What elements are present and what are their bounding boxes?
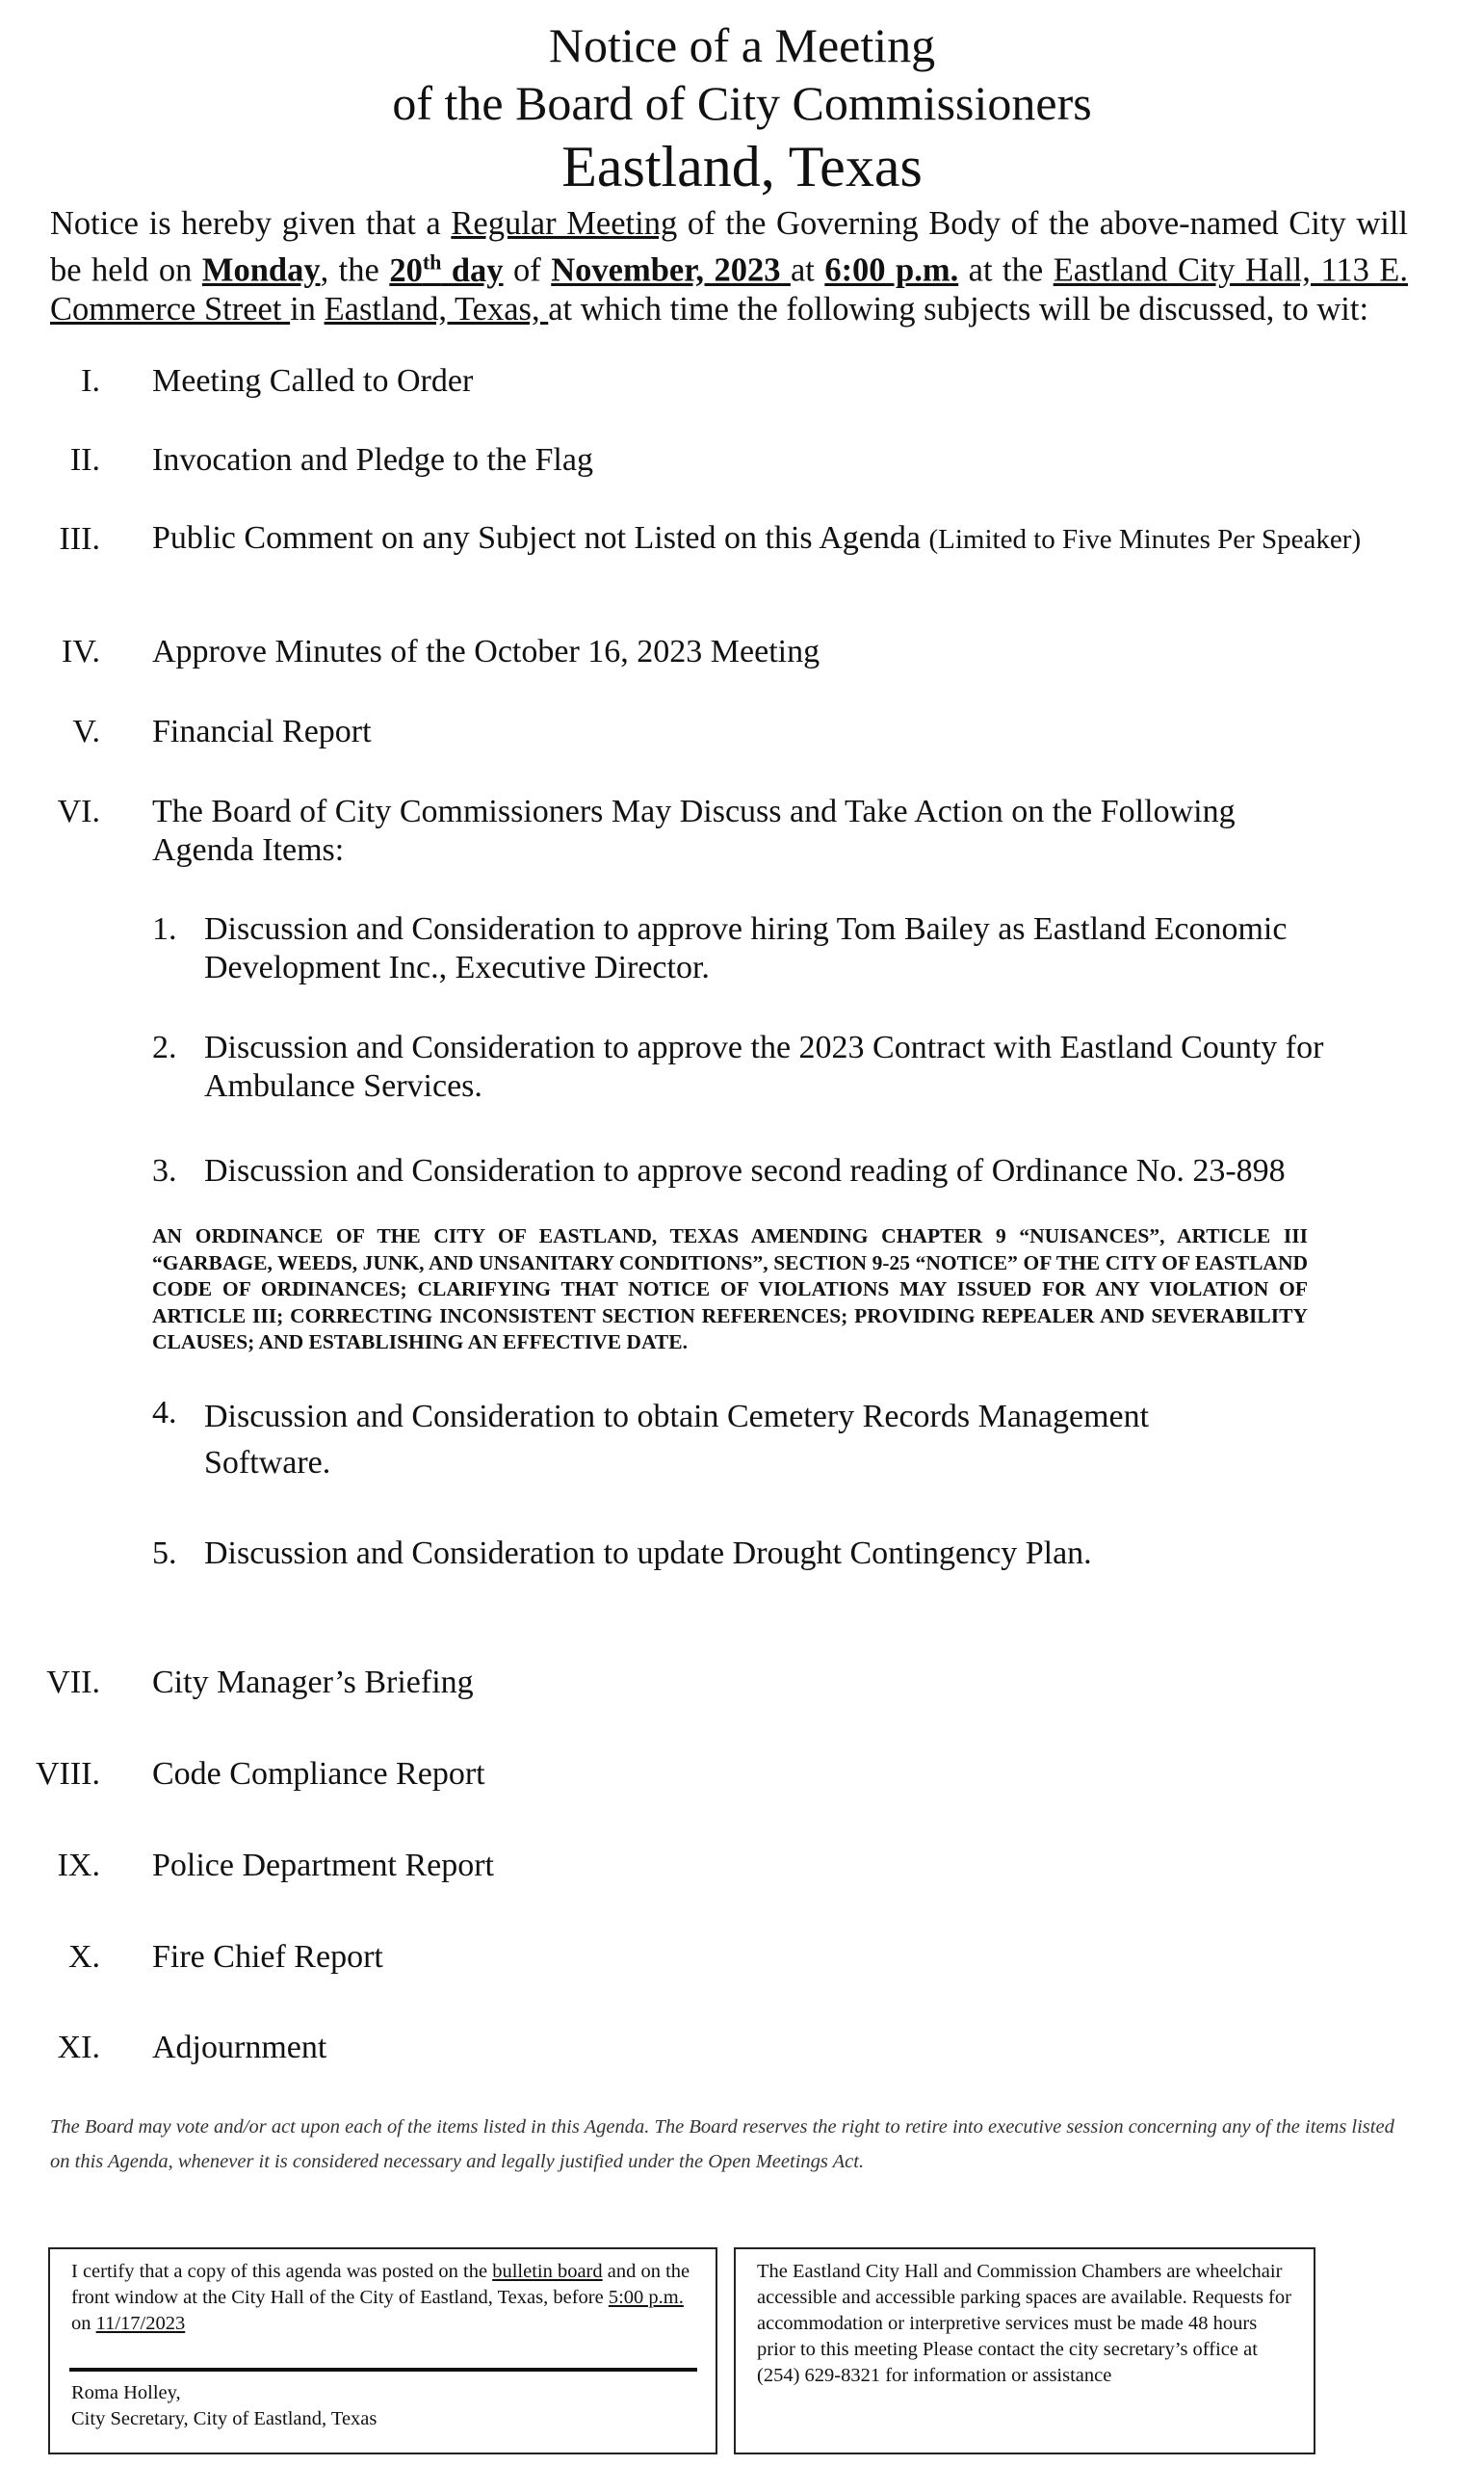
accessibility-text: The Eastland City Hall and Commission Chambers are wheelchair accessible and accessible parking spaces are available. Requests for accommodation or interpretive services must be made 48 hours prior to this meeting Please contact the city secretary’s office at (254) 629-8321 for information or assistance	[757, 2261, 1291, 2386]
agenda-item-text: The Board of City Commissioners May Discuss and Take Action on the Following Agenda Items:	[152, 794, 1236, 868]
subitem-text: Discussion and Consideration to approve hiring Tom Bailey as Eastland Economic Development Inc., Executive Director.	[204, 911, 1288, 985]
subitem-number: 2.	[152, 1030, 177, 1065]
meeting-date-day: 20th day	[389, 249, 504, 289]
subitem-text: Discussion and Consideration to approve second reading of Ordinance No. 23-898	[204, 1153, 1286, 1189]
subitem-number: 1.	[152, 911, 177, 947]
signature-line	[69, 2368, 697, 2372]
agenda-item-text: Adjournment	[152, 2030, 327, 2065]
subitem-text: Discussion and Consideration to obtain Cemetery Records Management Software.	[204, 1399, 1150, 1481]
certification-text: I certify that a copy of this agenda was posted on the bulletin board and on the front window at the City Hall of the City of Eastland, Texas, before 5:00 p.m. on 11/17/2023	[71, 2261, 690, 2334]
posting-date: 11/17/2023	[95, 2313, 186, 2334]
intro-text: of the Governing Body of the above-named City will be held on	[50, 205, 1409, 289]
intro-text: at	[790, 251, 825, 289]
meeting-month-year: November, 2023	[551, 251, 791, 289]
agenda-number: IV.	[62, 634, 100, 669]
intro-text: at which time the following subjects will be discussed, to wit:	[548, 290, 1369, 328]
signer-title: City Secretary, City of Eastland, Texas	[71, 2408, 378, 2429]
agenda-item-text: Public Comment on any Subject not Listed on this Agenda (Limited to Five Minutes Per Speaker)	[152, 520, 1362, 556]
meeting-location: Eastland City Hall, 113 E. Commerce Street	[50, 251, 1409, 328]
meeting-day: Monday	[201, 251, 321, 289]
notice-title: Notice of a Meeting	[548, 18, 936, 72]
agenda-item-text: Approve Minutes of the October 16, 2023 Meeting	[152, 634, 820, 669]
city-title: Eastland, Texas	[561, 135, 923, 198]
bulletin-board: bulletin board	[492, 2261, 603, 2282]
disclaimer: The Board may vote and/or act upon each of the items listed in this Agenda. The Board reserves the right to retire into executive session concerning any of the items listed on this Agenda, whenever it is considered necessary and legally justified under the Open Meetings Act.	[50, 2116, 1394, 2172]
meeting-city: Eastland, Texas,	[324, 290, 549, 328]
agenda-number: III.	[59, 521, 100, 557]
agenda-item-text: Financial Report	[152, 714, 372, 749]
intro-text: , the	[320, 251, 390, 289]
agenda-number: VII.	[46, 1665, 100, 1700]
agenda-number: II.	[69, 442, 100, 478]
agenda-item-text: Invocation and Pledge to the Flag	[152, 442, 593, 478]
agenda-item-text: Police Department Report	[152, 1848, 495, 1883]
signer	[71, 2380, 377, 2432]
subitem-text: Discussion and Consideration to update Drought Contingency Plan.	[204, 1535, 1092, 1571]
signer-name: Roma Holley,	[71, 2382, 181, 2403]
meeting-time: 6:00 p.m.	[824, 251, 959, 289]
agenda-item-text: City Manager’s Briefing	[152, 1665, 474, 1700]
posting-time: 5:00 p.m.	[608, 2287, 684, 2308]
agenda-item-text: Fire Chief Report	[152, 1939, 383, 1975]
subitem-number: 3.	[152, 1153, 177, 1189]
intro-text: of	[503, 251, 552, 289]
accessibility-box	[734, 2247, 1315, 2454]
agenda-number: VIII.	[35, 1756, 100, 1792]
agenda-number: IX.	[57, 1848, 100, 1883]
subitem-number: 4.	[152, 1395, 177, 1430]
agenda-number: V.	[72, 714, 100, 749]
intro-paragraph	[50, 204, 1408, 328]
ordinance-caption: AN ORDINANCE OF THE CITY OF EASTLAND, TEXAS AMENDING CHAPTER 9 “NUISANCES”, ARTICLE III “GARBAGE, WEEDS, JUNK, AND UNSANITARY CONDITIONS”, SECTION 9-25 “NOTICE” OF THE CITY OF EASTLAND CODE OF ORDINANCES; CLARIFYING THAT NOTICE OF VIOLATIONS MAY ISSUED FOR ANY VIOLATION OF ARTICLE III; CORRECTING INCONSISTENT SECTION REFERENCES; PROVIDING REPEALER AND SEVERABILITY CLAUSES; AND ESTABLISHING AN EFFECTIVE DATE.	[152, 1224, 1308, 1353]
certification-box	[48, 2247, 717, 2454]
intro-text: at the	[958, 251, 1054, 289]
board-title: of the Board of City Commissioners	[392, 76, 1092, 130]
agenda-item-text: Meeting Called to Order	[152, 363, 474, 399]
intro-text: Notice is hereby given that a	[50, 205, 452, 242]
intro-text: in	[290, 290, 325, 328]
meeting-type: Regular Meeting	[451, 205, 678, 242]
agenda-item-note: (Limited to Five Minutes Per Speaker)	[928, 524, 1362, 555]
agenda-number: VI.	[57, 794, 100, 829]
agenda-item-text: Code Compliance Report	[152, 1756, 485, 1792]
subitem-number: 5.	[152, 1535, 177, 1571]
agenda-number: X.	[67, 1939, 100, 1975]
agenda-number: XI.	[57, 2030, 100, 2065]
subitem-text: Discussion and Consideration to approve the 2023 Contract with Eastland County for Ambulance Services.	[204, 1030, 1324, 1104]
agenda-number: I.	[81, 363, 100, 399]
